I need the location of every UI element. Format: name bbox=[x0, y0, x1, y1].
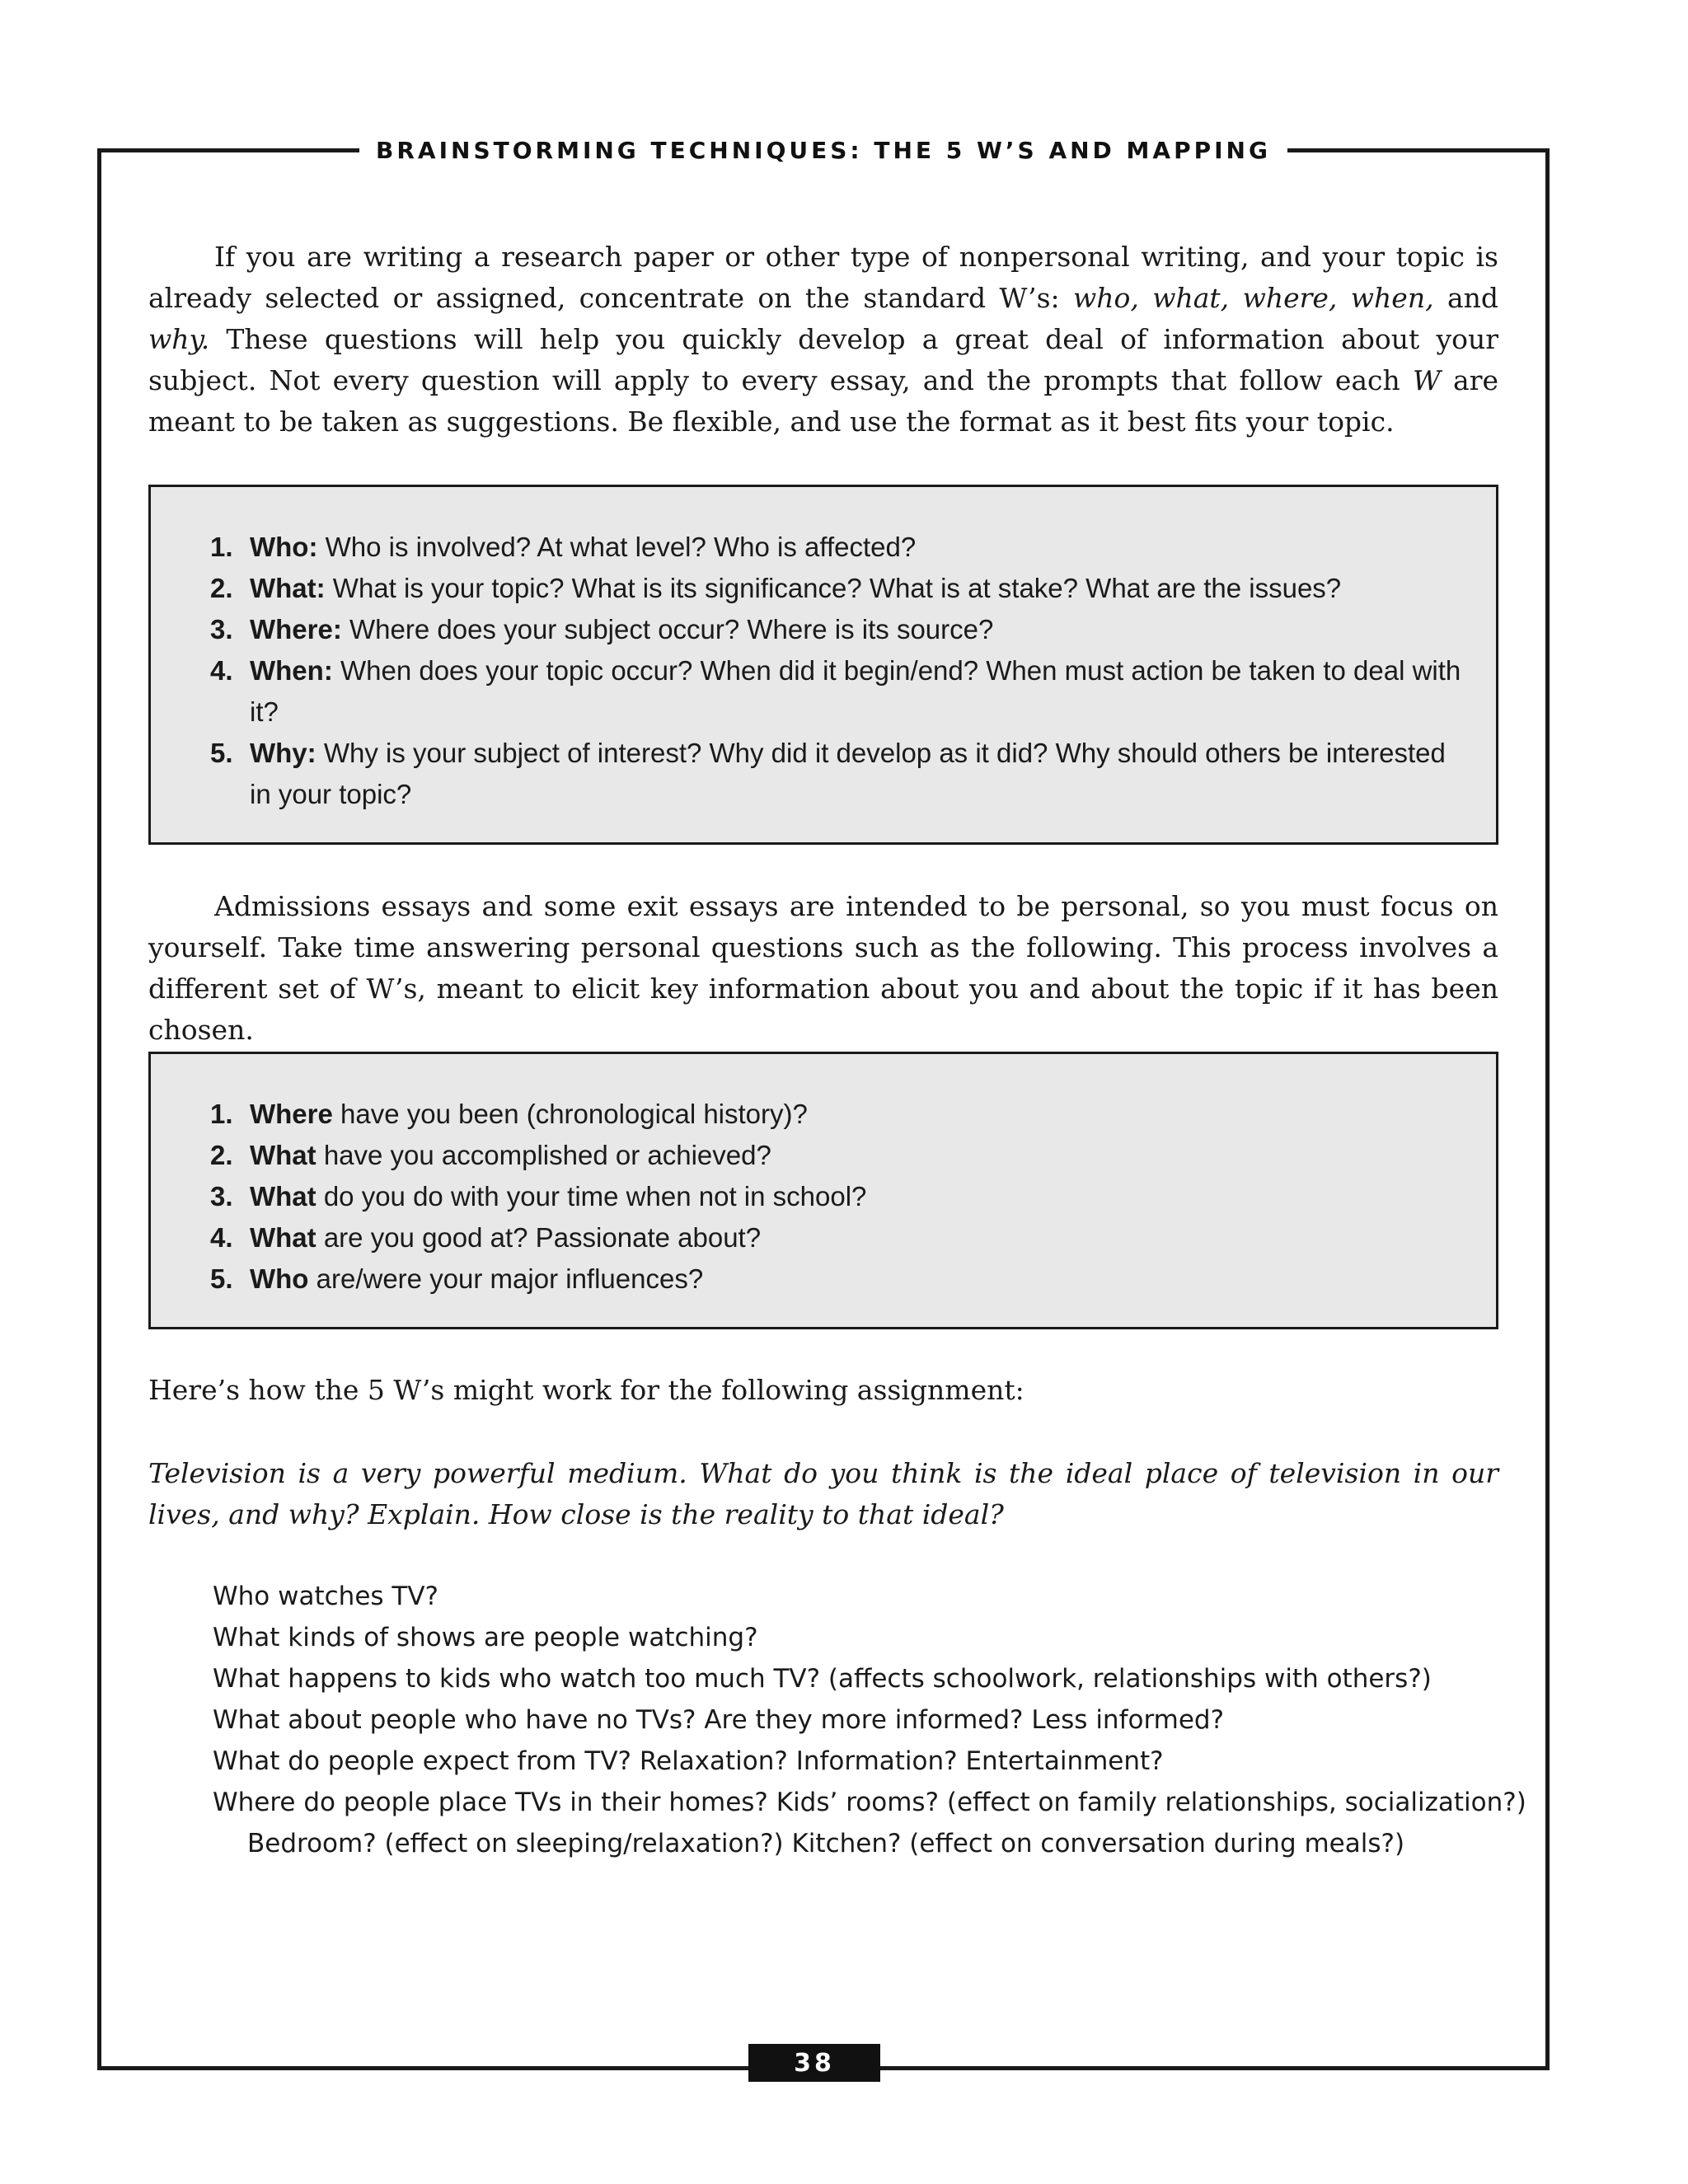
example-intro: Here’s how the 5 W’s might work for the following assignment: bbox=[148, 1374, 1025, 1406]
item-term: Where: bbox=[250, 614, 342, 644]
page-header bbox=[97, 134, 1550, 166]
list-item bbox=[151, 609, 1496, 650]
item-term: Where bbox=[250, 1099, 333, 1129]
item-text: are you good at? Passionate about? bbox=[316, 1222, 762, 1253]
item-text: have you been (chronological history)? bbox=[332, 1099, 808, 1129]
personal-ws-list bbox=[151, 1094, 1496, 1300]
item-term: What bbox=[250, 1222, 316, 1253]
intro-w: W bbox=[1412, 364, 1441, 396]
page-number: 38 bbox=[748, 2044, 880, 2082]
note-line: What happens to kids who watch too much TV? (affects schoolwork, relationships with others?) bbox=[213, 1664, 1432, 1694]
intro-why: why. bbox=[148, 323, 210, 355]
note-line: What about people who have no TVs? Are they more informed? Less informed? bbox=[213, 1705, 1225, 1735]
item-text: Who is involved? At what level? Who is affected? bbox=[317, 532, 917, 562]
item-term: What: bbox=[250, 573, 326, 603]
item-number: 1. bbox=[210, 532, 233, 562]
intro-and: and bbox=[1433, 282, 1499, 314]
list-item bbox=[151, 733, 1496, 815]
intro-paragraph bbox=[148, 237, 1498, 443]
note-continuation: Bedroom? (effect on sleeping/relaxation?) Kitchen? (effect on conversation during meals?) bbox=[247, 1829, 1405, 1858]
item-term: Who bbox=[250, 1263, 309, 1294]
item-text: Why is your subject of interest? Why did it develop as it did? Why should others be interested in your topic? bbox=[250, 738, 1446, 809]
note-line: What kinds of shows are people watching? bbox=[213, 1623, 758, 1652]
intro-who: who, bbox=[1073, 282, 1139, 314]
item-text: When does your topic occur? When did it begin/end? When must action be taken to deal with it? bbox=[250, 655, 1461, 727]
item-number: 4. bbox=[210, 655, 233, 686]
standard-ws-box bbox=[148, 485, 1498, 845]
item-number: 1. bbox=[210, 1099, 233, 1129]
item-text: Where does your subject occur? Where is its source? bbox=[341, 614, 994, 644]
item-term: When: bbox=[250, 655, 333, 686]
intro-text-3: are meant to be taken as suggestions. Be flexible, and use the format as it best fits your topic. bbox=[148, 364, 1499, 438]
intro-where: where, bbox=[1242, 282, 1338, 314]
intro-what: what, bbox=[1152, 282, 1230, 314]
item-number: 3. bbox=[210, 1181, 233, 1212]
note-line: What do people expect from TV? Relaxation? Information? Entertainment? bbox=[213, 1746, 1164, 1776]
personal-paragraph: Admissions essays and some exit essays are intended to be personal, so you must focus on yourself. Take time answering personal questions such as the following. This process involves a different set of W’s, meant to elicit key information about you and about the topic if it has been chosen. bbox=[148, 890, 1498, 1046]
item-number: 4. bbox=[210, 1222, 233, 1253]
list-item bbox=[151, 650, 1496, 733]
intro-text-1: If you are writing a research paper or other type of nonpersonal writing, and your topic is already selected or assigned, concentrate on the standard W’s: bbox=[148, 241, 1498, 314]
item-number: 3. bbox=[210, 614, 233, 644]
list-item bbox=[151, 1135, 1496, 1176]
header-title: BRAINSTORMING TECHNIQUES: THE 5 W’S AND MAPPING bbox=[359, 137, 1287, 164]
note-line: Where do people place TVs in their homes? Kids’ rooms? (effect on family relationships, socialization?) bbox=[213, 1788, 1526, 1817]
item-term: Why: bbox=[250, 738, 316, 768]
item-term: What bbox=[250, 1181, 316, 1212]
item-text: are/were your major influences? bbox=[308, 1263, 704, 1294]
item-number: 5. bbox=[210, 1263, 233, 1294]
item-number: 2. bbox=[210, 1140, 233, 1170]
item-number: 2. bbox=[210, 573, 233, 603]
personal-ws-box bbox=[148, 1052, 1498, 1329]
item-text: have you accomplished or achieved? bbox=[316, 1140, 771, 1170]
item-text: do you do with your time when not in school? bbox=[316, 1181, 867, 1212]
item-term: Who: bbox=[250, 532, 318, 562]
list-item bbox=[151, 1217, 1496, 1258]
list-item bbox=[151, 1094, 1496, 1135]
item-term: What bbox=[250, 1140, 316, 1170]
list-item bbox=[151, 568, 1496, 609]
standard-ws-list bbox=[151, 527, 1496, 815]
item-number: 5. bbox=[210, 738, 233, 768]
list-item bbox=[151, 1258, 1496, 1300]
list-item bbox=[151, 1176, 1496, 1217]
intro-when: when, bbox=[1350, 282, 1434, 314]
intro-text-2: These questions will help you quickly develop a great deal of information about your subject. Not every question will apply to every essay, and the prompts that follow each bbox=[148, 323, 1498, 396]
brainstorm-notes bbox=[213, 1576, 1526, 1864]
assignment-prompt: Television is a very powerful medium. What do you think is the ideal place of television in our lives, and why? Explain. How close is the reality to that ideal? bbox=[148, 1457, 1498, 1530]
item-text: What is your topic? What is its significance? What is at stake? What are the issues? bbox=[325, 573, 1342, 603]
note-line: Who watches TV? bbox=[213, 1582, 438, 1611]
list-item bbox=[151, 527, 1496, 568]
